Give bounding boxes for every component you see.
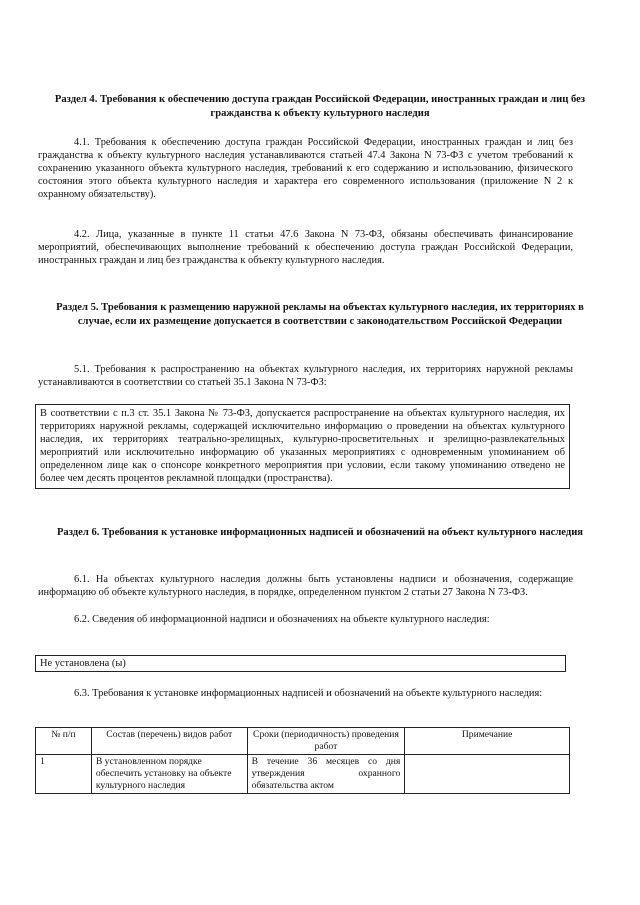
table-cell-note (405, 755, 570, 794)
column-header-terms: Сроки (периодичность) проведения работ (247, 728, 405, 755)
section5-paragraph-1: 5.1. Требования к распространению на объектах культурного наследия, их территориях наружной рекламы устанавливаются в соответствии со статьей 35.1 Закона N 73-ФЗ: (38, 364, 573, 389)
table-cell-works: В установленном порядке обеспечить установку на объекте культурного наследия (91, 755, 247, 794)
section5-heading: Раздел 5. Требования к размещению наружной рекламы на объектах культурного наследия, их территориях в случае, если их размещение допускается в соответствии с законодательством Российской Федерации (56, 302, 584, 327)
advertising-requirements-box: В соответствии с п.3 ст. 35.1 Закона № 73-ФЗ, допускается распространение на объектах культурного наследия, их территориях наружной рекламы, содержащей исключительно информацию о проведении на объектах культурного наследия, их территориях театрально-зрелищных, культурно-просветительных и зрелищно-развлекательных мероприятий или исключительно информацию об указанных мероприятиях с одновременным упоминанием об определенном лице как о спонсоре конкретного мероприятия при условии, если такому упоминанию отведено не более чем десять процентов рекламной площадки (пространства). (35, 404, 570, 489)
section6-heading: Раздел 6. Требования к установке информационных надписей и обозначений на объект культурного наследия (56, 527, 584, 538)
section4-heading: Раздел 4. Требования к обеспечению доступа граждан Российской Федерации, иностранных граждан и лиц без гражданства к объекту культурного наследия (54, 94, 586, 119)
column-header-number: № п/п (36, 728, 92, 755)
inscription-status-field: Не установлена (ы) (35, 655, 566, 672)
section4-paragraph-1: 4.1. Требования к обеспечению доступа граждан Российской Федерации, иностранных граждан и лиц без гражданства к объекту культурного наследия устанавливаются статьей 47.4 Закона N 73-ФЗ с учетом требований к сохранению указанного объекта культурного наследия, требований к его содержанию и использованию, физического состояния этого объекта культурного наследия и характера его современного использования (приложение N 2 к охранному обязательству). (38, 137, 573, 201)
table-cell-terms: В течение 36 месяцев со дня утверждения охранного обязательства актом (247, 755, 405, 794)
section6-paragraph-2: 6.2. Сведения об информационной надписи и обозначениях на объекте культурного наследия: (74, 614, 490, 625)
section6-paragraph-1: 6.1. На объектах культурного наследия должны быть установлены надписи и обозначения, содержащие информацию об объекте культурного наследия, в порядке, определенном пунктом 2 статьи 27 Закона N 73-ФЗ. (38, 574, 573, 599)
column-header-works: Состав (перечень) видов работ (91, 728, 247, 755)
column-header-note: Примечание (405, 728, 570, 755)
section4-paragraph-2: 4.2. Лица, указанные в пункте 11 статьи 47.6 Закона N 73-ФЗ, обязаны обеспечивать финансирование мероприятий, обеспечивающих выполнение требований к обеспечению доступа граждан Российской Федерации, иностранных граждан и лиц без гражданства к объекту культурного наследия. (38, 229, 573, 267)
works-table (35, 727, 570, 794)
table-row (36, 755, 570, 794)
table-header-row (36, 728, 570, 755)
section6-paragraph-3: 6.3. Требования к установке информационных надписей и обозначений на объекте культурного наследия: (74, 688, 543, 699)
table-cell-number: 1 (36, 755, 92, 794)
